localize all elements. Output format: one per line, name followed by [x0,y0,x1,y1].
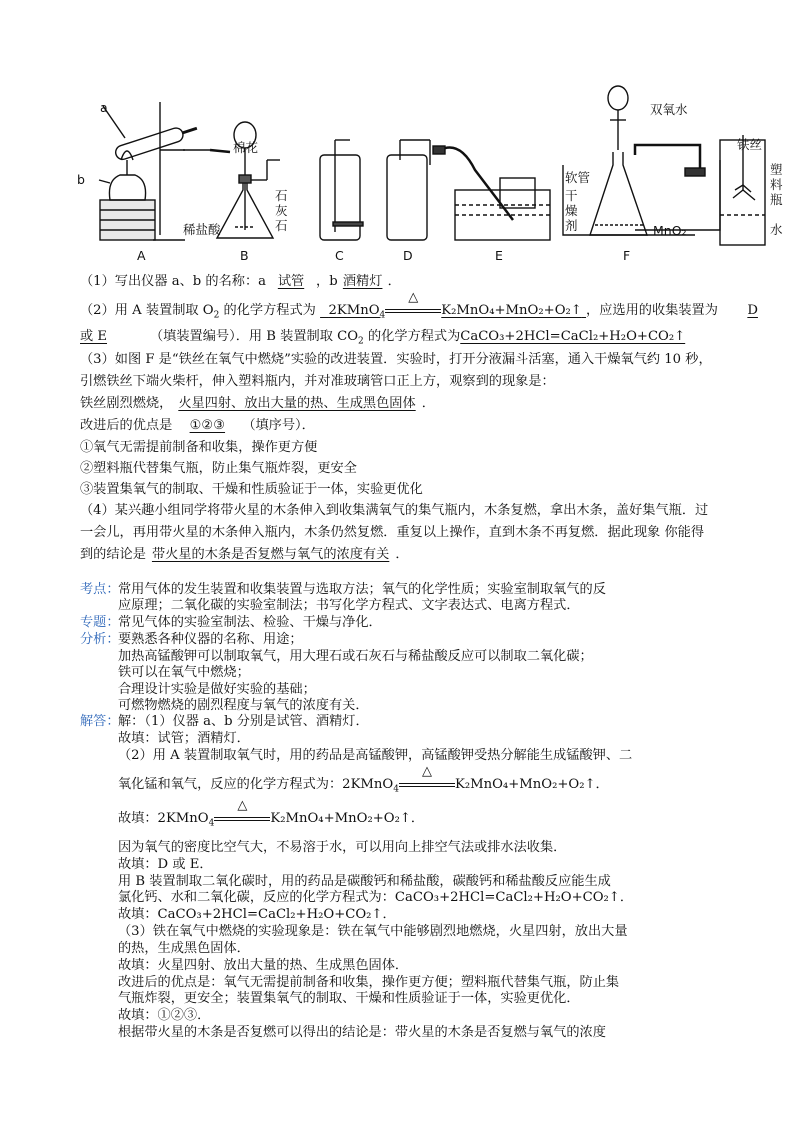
q4-line2: 一会儿，再用带火星的木条伸入瓶内，木条仍然复燃．重复以上操作，直到木条不再复燃．据此现象 你能得 [80,525,705,540]
label-bottle: 塑料瓶 [770,162,783,207]
jd-line15: 气瓶炸裂，更安全；装置集氧气的制取、干燥和性质验证于一体，实验更优化． [118,991,580,1006]
jd-line11: （3）铁在氧气中燃烧的实验现象是：铁在氧气中能够剧烈地燃烧，火星四射，放出大量 [118,924,628,939]
q3-answer-phenomenon: 火星四射、放出大量的热、生成黑色固体 [178,396,416,411]
q2-line1: （2）用 A 装置制取 $O_2$ 的化学方程式为 2KMnO$_4$ △ K₂MnO₄+MnO₂+O₂↑ ，应选用的收集装置为 D [80,290,758,321]
jd-line5: 故填：2KMnO$_4$ △ K₂MnO₄+MnO₂+O₂↑． [118,798,425,829]
label-dry: 干燥剂 [565,188,578,233]
apparatus-figure [77,80,785,270]
caption-b: B [240,248,249,263]
apparatus-e [433,146,550,240]
caption-a: A [137,248,146,263]
answer-b: 酒精灯 [342,274,383,289]
fx-line4: 合理设计实验是做好实验的基础； [118,682,316,697]
jd-line8: 用 B 装置制取二氧化碳时，用的药品是碳酸钙和稀盐酸，碳酸钙和稀盐酸反应能生成 [118,874,611,889]
zt-line: 常见气体的实验室制法、检验、干燥与净化． [118,615,382,630]
kd-tag: 考点： [80,582,120,597]
jd-line12: 的热，生成黑色固体． [118,941,250,956]
q3-line2: 引燃铁丝下端火柴杆，伸入塑料瓶内，并对准玻璃管口正上方，观察到的现象是： [80,374,555,389]
q3-line1: （3）如图 F 是“铁丝在氧气中燃烧”实验的改进装置．实验时，打开分液漏斗活塞，通入干燥氧气约 10 秒， [80,352,712,367]
q4-answer: 带火星的木条是否复燃与氧气的浓度有关 [151,547,390,562]
fx-line5: 可燃物燃烧的剧烈程度与氧气的浓度有关． [118,698,369,713]
jd-line16: 故填：①②③． [118,1008,211,1023]
q2-answer-d: D [747,303,758,318]
kd-line2: 应原理；二氧化碳的实验室制法；书写化学方程式、文字表达式、电离方程式． [118,598,580,613]
apparatus-c [320,140,363,240]
jd-line4: 氧化锰和氧气，反应的化学方程式为：2KMnO$_4$ △ K₂MnO₄+MnO₂+O₂↑． [118,764,609,795]
jd-line13: 故填：火星四射、放出大量的热、生成黑色固体． [118,958,409,973]
q3-option-1: ①氧气无需提前制备和收集，操作更方便 [80,440,318,455]
caption-f: F [623,248,631,263]
jd-line1: 解：（1）仪器 a、b 分别是试管、酒精灯． [118,714,369,729]
label-stone: 石灰石 [275,188,288,233]
jd-line7: 故填：D 或 E． [118,857,213,872]
q4-line3: 到的结论是 带火星的木条是否复燃与氧气的浓度有关 ． [80,547,409,562]
jd-tag: 解答： [80,714,120,729]
label-h2o2: 双氧水 [650,102,688,117]
jd-line14: 改进后的优点是：氧气无需提前制备和收集，操作更方便；塑料瓶代替集气瓶，防止集 [118,975,620,990]
q2-co2-equation: CaCO₃+2HCl=CaCl₂+H₂O+CO₂↑ [460,329,686,344]
label-a: a [100,100,108,115]
label-water: 水 [770,222,783,237]
jd-line9: 氯化钙、水和二氧化碳，反应的化学方程式为：CaCO₃+2HCl=CaCl₂+H₂O+CO₂↑． [118,890,634,905]
q3-option-2: ②塑料瓶代替集气瓶，防止集气瓶炸裂，更安全 [80,461,357,476]
kd-line1: 常用气体的发生装置和收集装置与选取方法；氧气的化学性质；实验室制取氧气的反 [118,582,606,597]
label-cotton: 棉花 [233,140,259,155]
q3-line4: 改进后的优点是 ①②③ （填序号）． [80,418,315,433]
q2-line2: 或 E （填装置编号）．用 B 装置制取 $CO_2$ 的化学方程式为CaCO₃+2HCl=CaCl₂+H₂O+CO₂↑ [80,329,686,347]
label-mno2: MnO₂ [653,223,687,238]
q1-line: （1）写出仪器 a、b 的名称：a 试管 ，b 酒精灯 ． [80,274,401,289]
label-b: b [77,172,85,187]
fx-tag: 分析： [80,632,120,647]
label-acid: 稀盐酸 [183,222,221,237]
q3-option-3: ③装置集氧气的制取、干燥和性质验证于一体，实验更优化 [80,482,423,497]
fx-line2: 加热高锰酸钾可以制取氧气，用大理石或石灰石与稀盐酸反应可以制取二氧化碳； [118,649,593,664]
jd-line6: 因为氧气的密度比空气大，不易溶于水，可以用向上排空气法或排水法收集． [118,840,567,855]
label-wire: 铁丝 [737,137,763,152]
caption-c: C [335,248,344,263]
q4-line1: （4）某兴趣小组同学将带火星的木条伸入到收集满氧气的集气瓶内，木条复燃，拿出木条，盖好集气瓶．过 [80,503,709,518]
jd-line2: 故填：试管；酒精灯． [118,731,250,746]
jd-line10: 故填：CaCO₃+2HCl=CaCl₂+H₂O+CO₂↑． [118,907,396,922]
answer-a: 试管 [277,274,305,289]
apparatus-d [387,140,430,240]
label-tube: 软管 [565,170,591,185]
q3-answer-advantages: ①②③ [189,418,226,433]
q2-equation: 2KMnO$_4$ △ K₂MnO₄+MnO₂+O₂↑ [328,290,582,321]
fx-line3: 铁可以在氧气中燃烧； [118,665,250,680]
caption-e: E [495,248,503,263]
caption-d: D [403,248,413,263]
zt-tag: 专题： [80,615,120,630]
jd-line17: 根据带火星的木条是否复燃可以得出的结论是：带火星的木条是否复燃与氧气的浓度 [118,1025,606,1040]
jd-line3: （2）用 A 装置制取氧气时，用的药品是高锰酸钾，高锰酸钾受热分解能生成锰酸钾、二 [118,748,633,763]
fx-line1: 要熟悉各种仪器的名称、用途； [118,632,303,647]
q3-line3: 铁丝剧烈燃烧， 火星四射、放出大量的热、生成黑色固体 ． [80,396,435,411]
